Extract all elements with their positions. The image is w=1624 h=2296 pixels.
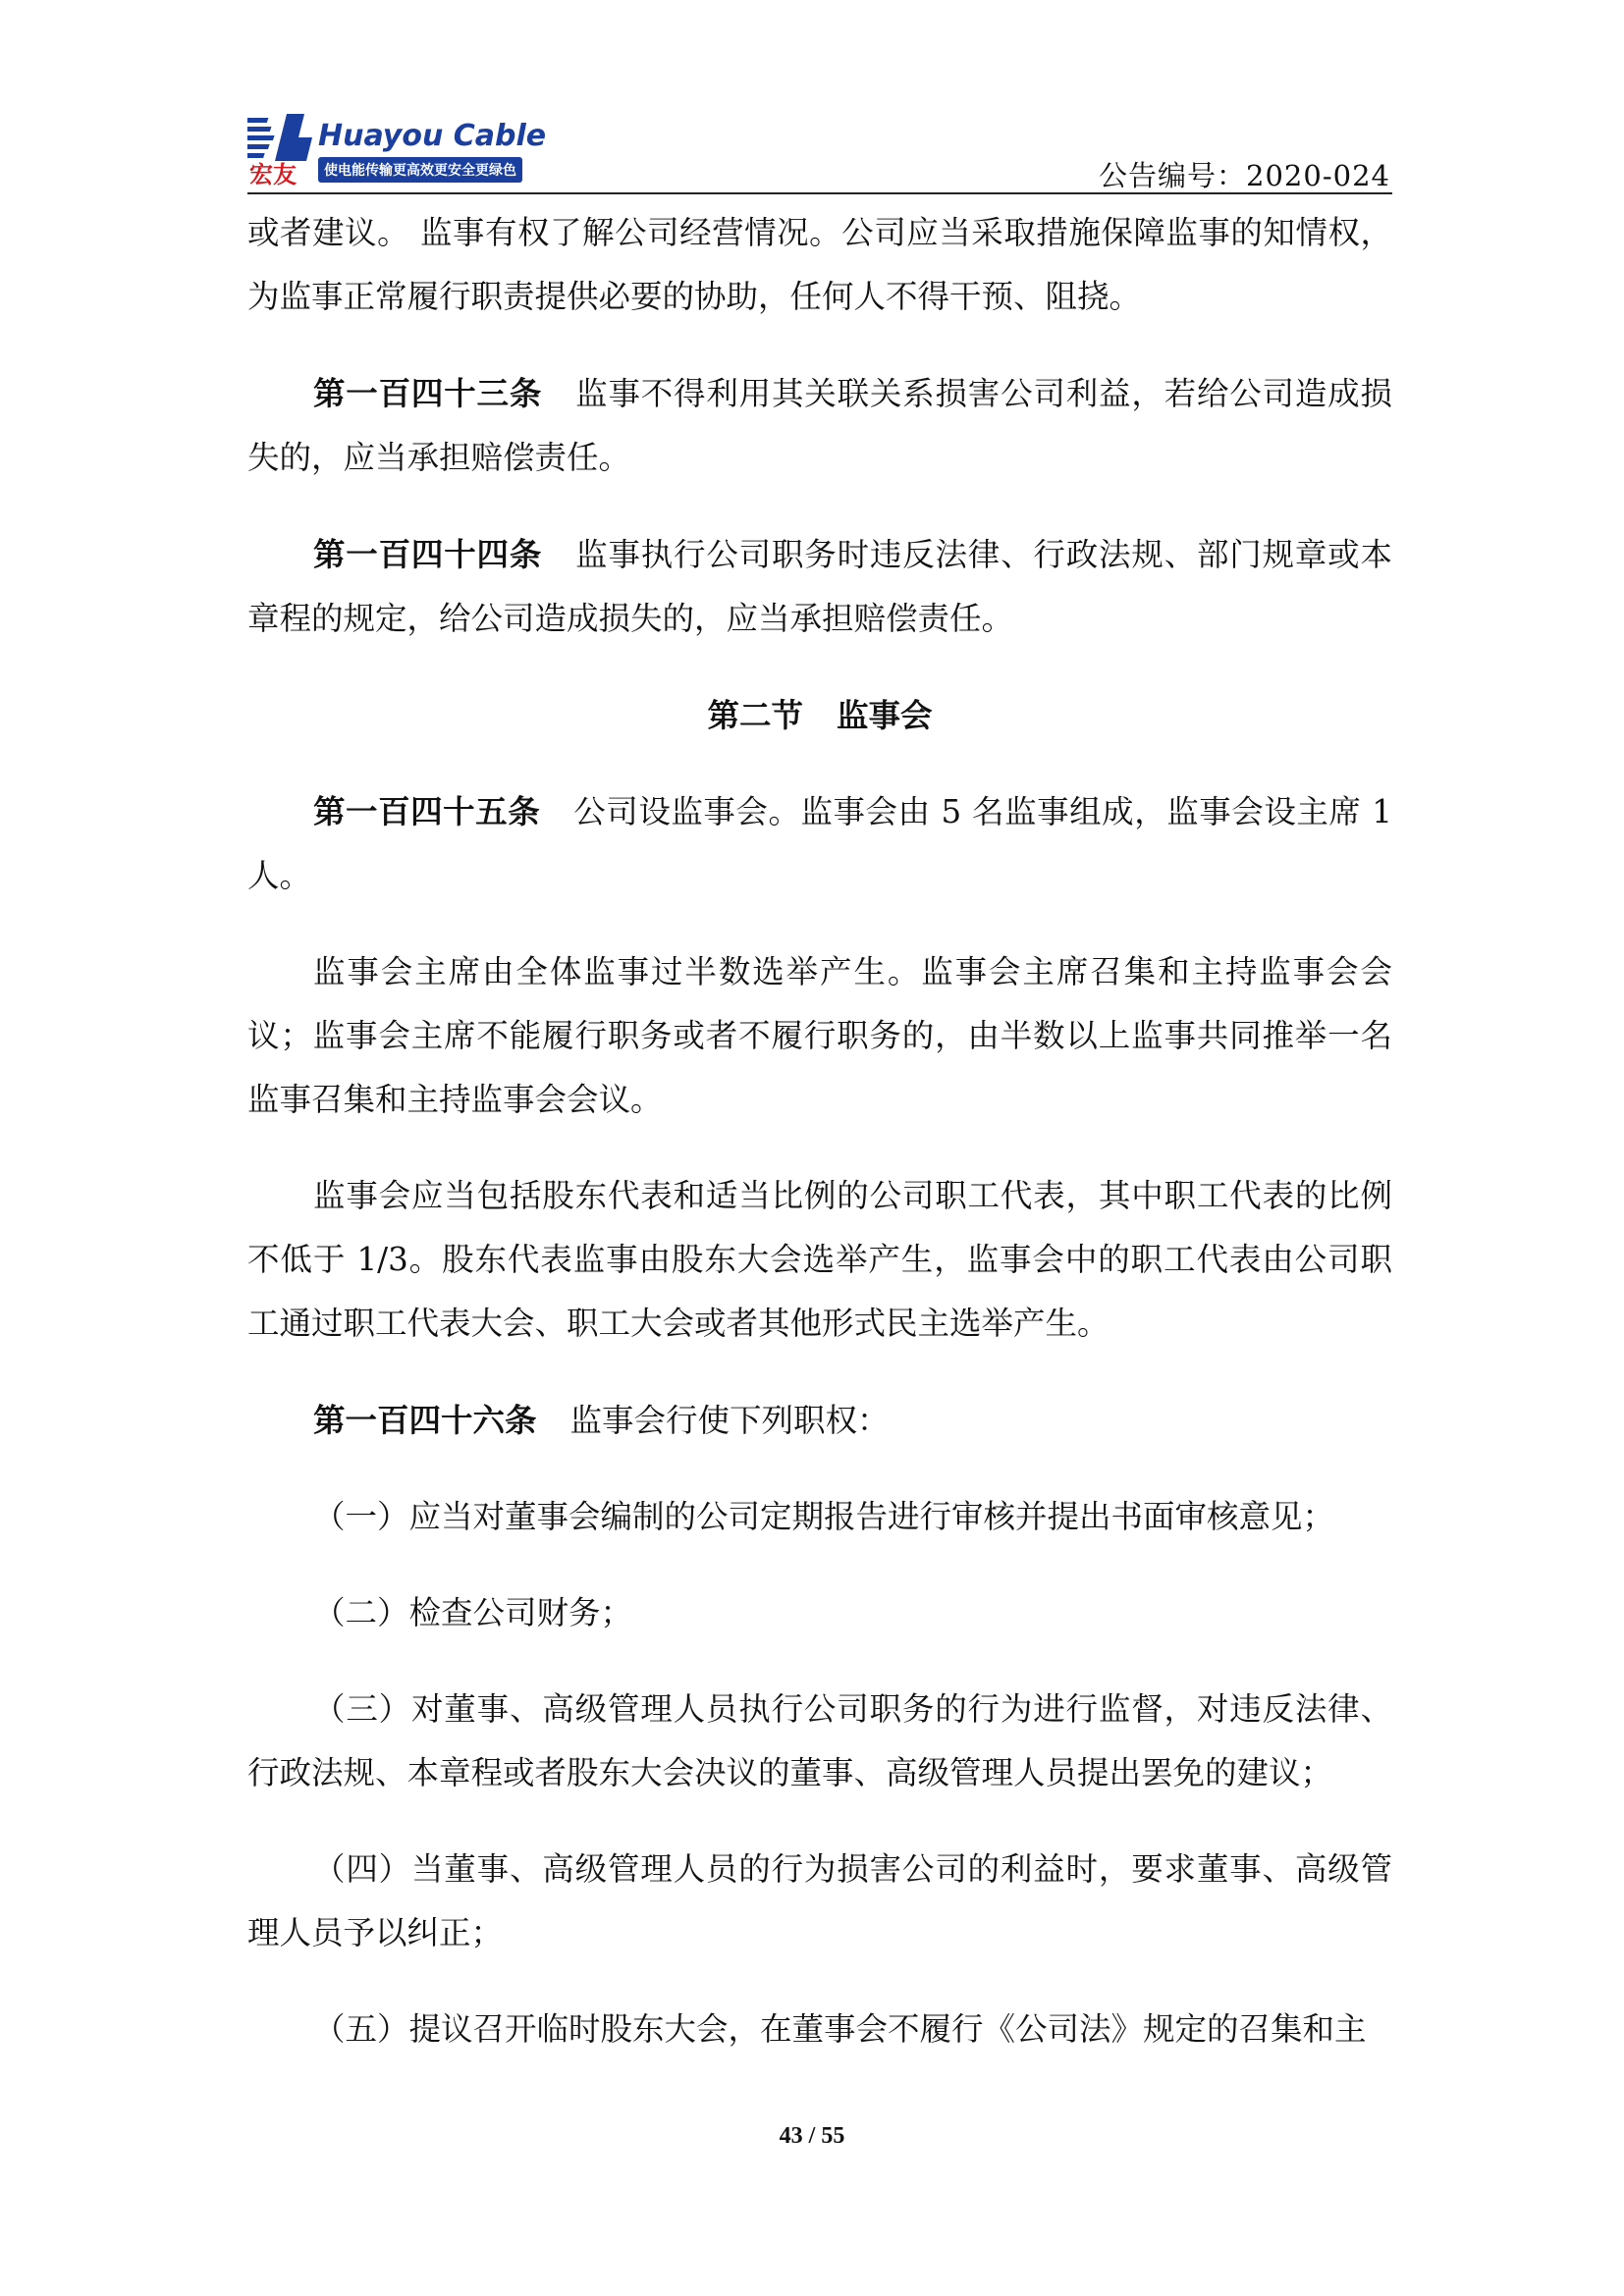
section-number: 第二节: [707, 696, 803, 734]
svg-text:使电能传输更高效更安全更绿色: 使电能传输更高效更安全更绿色: [324, 163, 516, 179]
document-body: [247, 201, 1392, 2061]
article-143: [247, 361, 1392, 490]
article-145: [247, 779, 1392, 908]
article-text: 监事执行公司职务时违反法律、行政法规、部门规章或本章程的规定，给公司造成损失的，应当承担赔偿责任。: [247, 536, 1392, 637]
list-item: （一）应当对董事会编制的公司定期报告进行审核并提出书面审核意见；: [313, 1498, 1335, 1535]
article-text: 监事不得利用其关联关系损害公司利益，若给公司造成损失的，应当承担赔偿责任。: [247, 375, 1392, 476]
article-text: 监事会行使下列职权：: [569, 1402, 890, 1439]
company-logo: [247, 110, 558, 187]
list-item: （五）提议召开临时股东大会，在董事会不履行《公司法》规定的召集和主: [313, 2010, 1367, 2048]
page-number: 43 / 55: [779, 2123, 845, 2149]
svg-text:宏友: 宏友: [249, 161, 297, 187]
section-name: 监事会: [837, 696, 933, 734]
list-item: （三）对董事、高级管理人员执行公司职务的行为进行监督，对违反法律、行政法规、本章程或者股东大会决议的董事、高级管理人员提出罢免的建议；: [247, 1690, 1392, 1791]
article-144: [247, 522, 1392, 651]
paragraph: 监事会应当包括股东代表和适当比例的公司职工代表，其中职工代表的比例不低于 1/3。股东代表监事由股东大会选举产生，监事会中的职工代表由公司职工通过职工代表大会、职工大会或者其他形式民主选举产生。: [247, 1177, 1392, 1342]
svg-text:Huayou Cable: Huayou Cable: [318, 119, 547, 153]
paragraph-continuation: 或者建议。 监事有权了解公司经营情况。公司应当采取措施保障监事的知情权，为监事正常履行职责提供必要的协助，任何人不得干预、阻挠。: [247, 214, 1392, 315]
article-number: 第一百四十三条: [313, 374, 543, 412]
article-number: 第一百四十四条: [313, 535, 543, 573]
notice-number: 公告编号：2020-024: [1099, 159, 1390, 192]
list-item: （二）检查公司财务；: [313, 1594, 633, 1631]
list-item: （四）当董事、高级管理人员的行为损害公司的利益时，要求董事、高级管理人员予以纠正；: [247, 1850, 1392, 1951]
article-number: 第一百四十六条: [313, 1401, 537, 1439]
paragraph: 监事会主席由全体监事过半数选举产生。监事会主席召集和主持监事会会议；监事会主席不能履行职务或者不履行职务的，由半数以上监事共同推举一名监事召集和主持监事会会议。: [247, 953, 1392, 1118]
article-146: [247, 1388, 1392, 1453]
section-heading: [247, 683, 1392, 747]
article-text: 公司设监事会。监事会由 5 名监事组成，监事会设主席 1 人。: [247, 793, 1392, 894]
article-number: 第一百四十五条: [313, 792, 541, 830]
header-rule: [247, 192, 1392, 194]
